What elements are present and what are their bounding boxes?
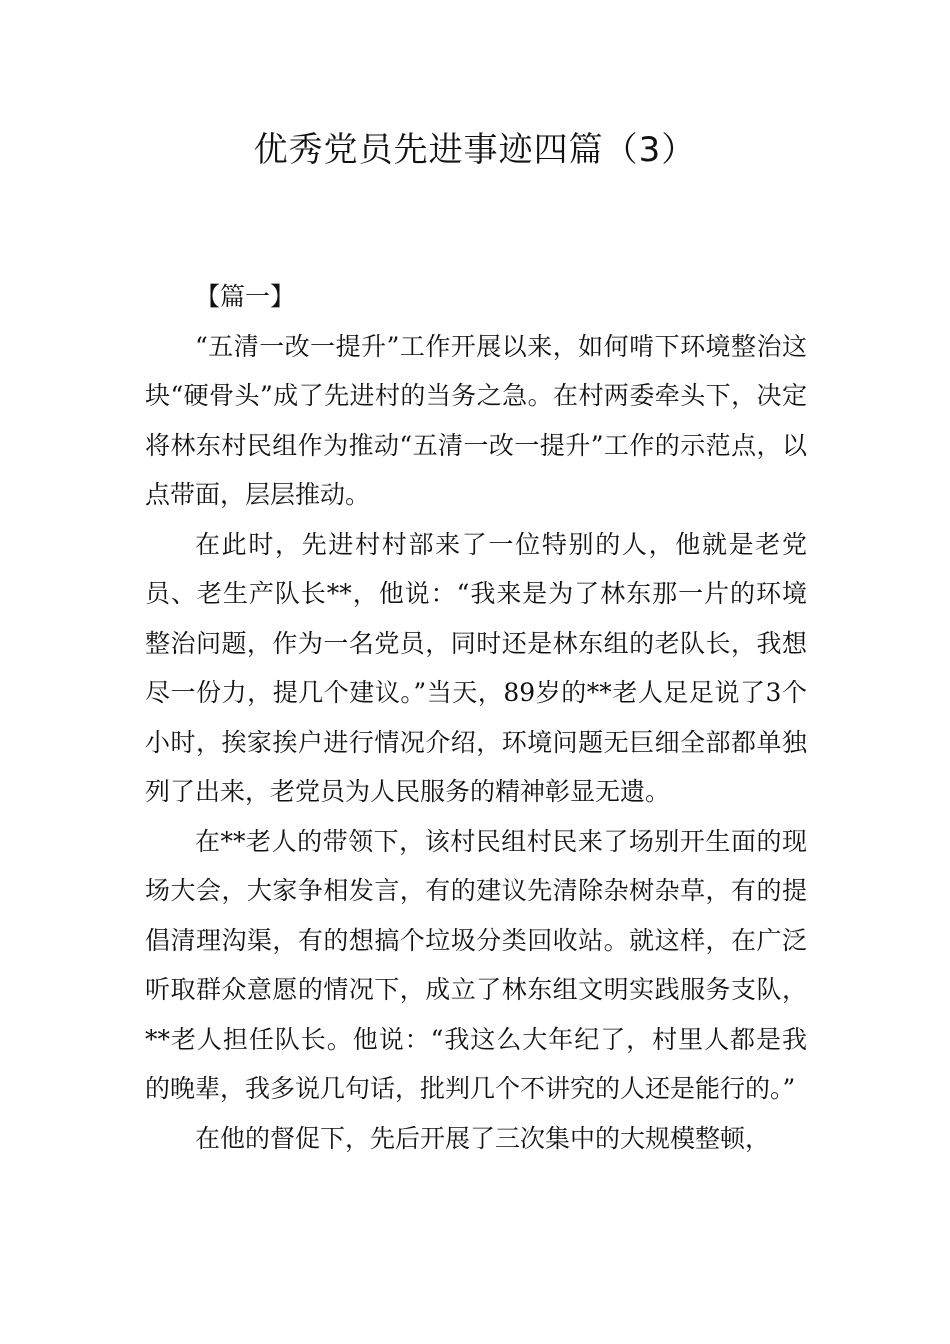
paragraph-4: 在他的督促下，先后开展了三次集中的大规模整顿， xyxy=(195,1123,771,1153)
paragraph-2: 在此时，先进村村部来了一位特别的人，他就是老党员、老生产队长**，他说：“我来是为了林东那一片的环境整治问题，作为一名党员，同时还是林东组的老队长，我想尽一份力，提几个建议。”当天，89岁的**老人足足说了3个小时，挨家挨户进行情况介绍，环境问题无巨细全部都单独列了出来，老党员为人民服务的精神彰显无遗。 xyxy=(145,529,807,806)
paragraph-1: “五清一改一提升”工作开展以来，如何啃下环境整治这块“硬骨头”成了先进村的当务之急。在村两委牵头下，决定将林东村民组作为推动“五清一改一提升”工作的示范点，以点带面，层层推动。 xyxy=(145,331,807,509)
document-body xyxy=(145,272,807,1163)
paragraph-3: 在**老人的带领下，该村民组村民来了场别开生面的现场大会，大家争相发言，有的建议先清除杂树杂草，有的提倡清理沟渠，有的想搞个垃圾分类回收站。就这样，在广泛听取群众意愿的情况下，成立了林东组文明实践服务支队，**老人担任队长。他说：“我这么大年纪了，村里人都是我的晚辈，我多说几句话，批判几个不讲究的人还是能行的。” xyxy=(145,826,807,1103)
document-title: 优秀党员先进事迹四篇（3） xyxy=(253,130,697,170)
section-heading: 【篇一】 xyxy=(195,282,296,311)
